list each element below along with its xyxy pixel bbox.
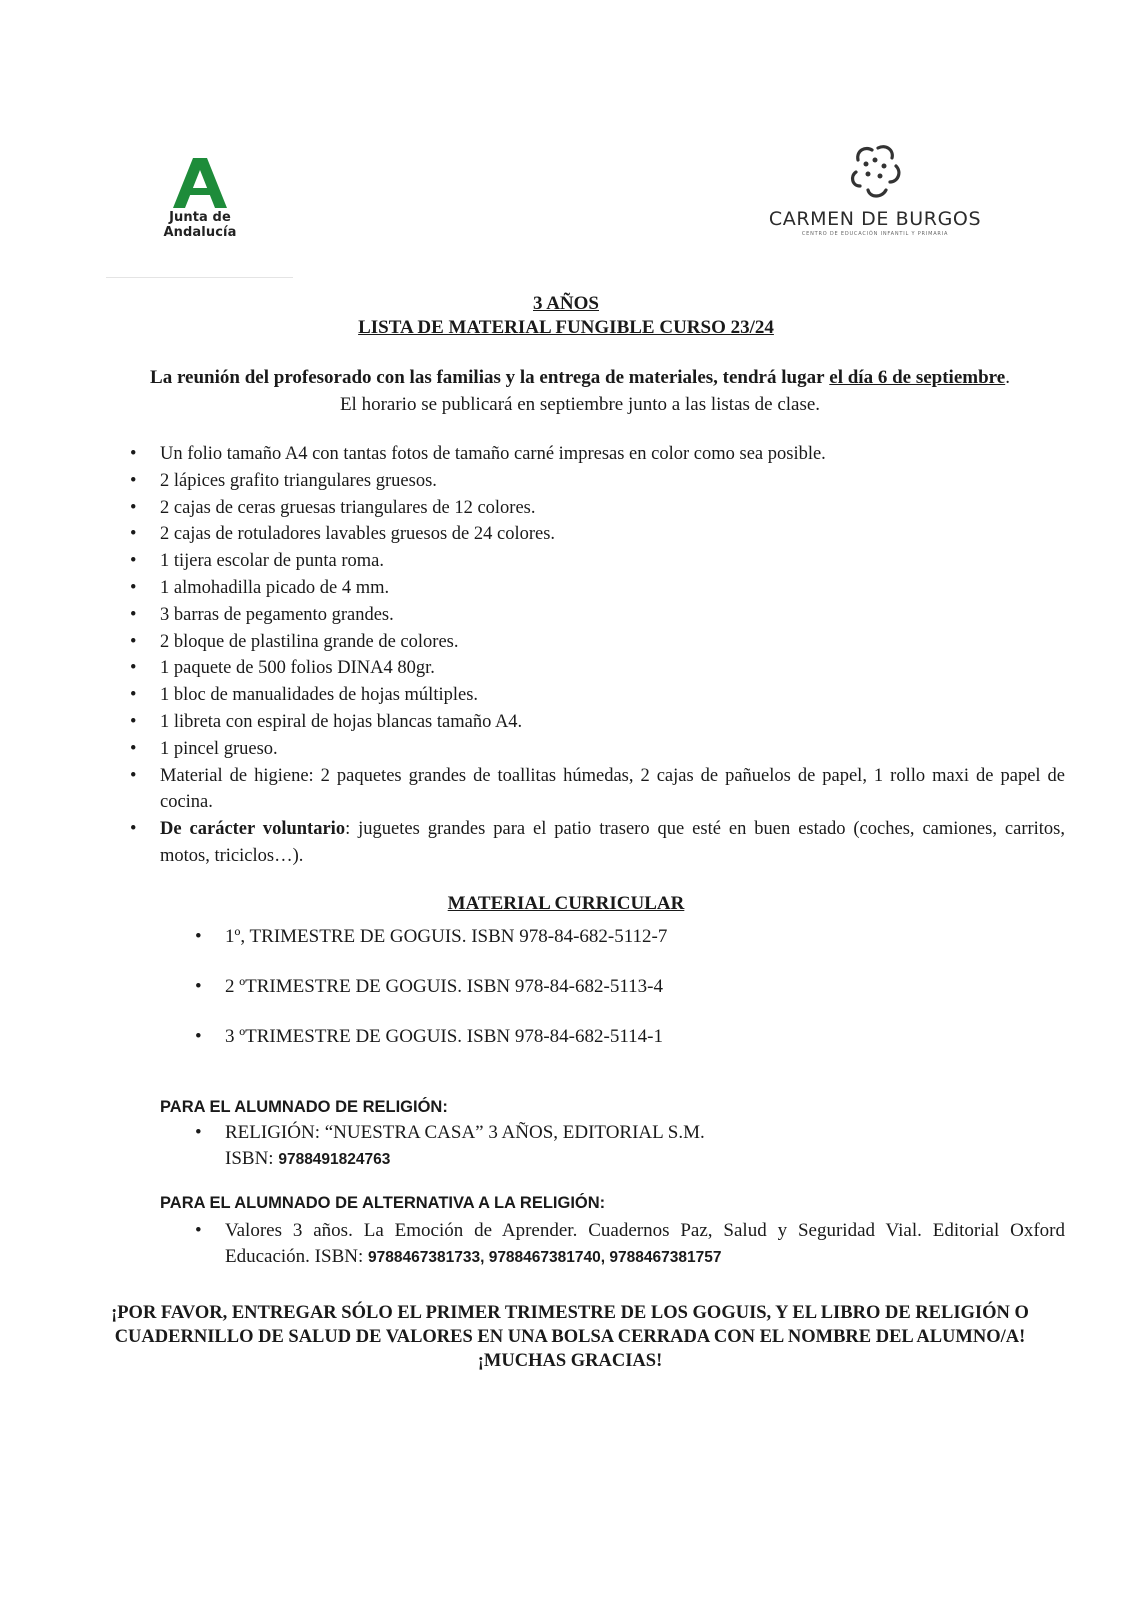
carmen-de-burgos-logo [760, 140, 990, 237]
list-item-voluntary [130, 816, 1065, 870]
intro-date: el día 6 de septiembre [829, 367, 1006, 388]
bullet-icon: • [130, 551, 137, 572]
bullet-icon: • [195, 1026, 202, 1047]
bullet-icon: • [130, 765, 137, 786]
bullet-icon: • [195, 1122, 202, 1143]
curricular-item: • 3 ºTRIMESTRE DE GOGUIS. ISBN 978-84-682-5114-1 [195, 1026, 663, 1047]
list-item: • 1 pincel grueso. [160, 736, 1065, 763]
intro-paragraph [140, 364, 1020, 418]
junta-logo-text: Junta de Andalucía [163, 210, 237, 240]
intro-text-bold: La reunión del profesorado con las familias y la entrega de materiales, tendrá lugar [150, 367, 825, 388]
list-item: • 1 libreta con espiral de hojas blancas tamaño A4. [160, 709, 1065, 736]
list-item: • 2 cajas de ceras gruesas triangulares de 12 colores. [160, 495, 1065, 522]
page-title-age: 3 AÑOS [533, 293, 599, 314]
bullet-icon: • [130, 631, 137, 652]
bullet-icon: • [130, 470, 137, 491]
list-item: • 1 almohadilla picado de 4 mm. [160, 575, 1065, 602]
junta-andalucia-logo [135, 158, 265, 240]
bullet-icon: • [195, 926, 202, 947]
bullet-icon: • [130, 658, 137, 679]
list-item: • 1 paquete de 500 folios DINA4 80gr. [160, 655, 1065, 682]
alternative-heading: PARA EL ALUMNADO DE ALTERNATIVA A LA RELIGIÓN: [160, 1194, 606, 1212]
curricular-title: MATERIAL CURRICULAR [447, 893, 685, 914]
religion-book: • RELIGIÓN: “NUESTRA CASA” 3 AÑOS, EDITORIAL S.M. ISBN: 9788491824763 [195, 1122, 705, 1169]
page-title-list: LISTA DE MATERIAL FUNGIBLE CURSO 23/24 [358, 317, 774, 338]
alternative-book: • Valores 3 años. La Emoción de Aprender. Cuadernos Paz, Salud y Seguridad Vial. Editorial Oxford Educación. ISBN: 9788467381733, 9788467381740, 9788467381757 [195, 1220, 1065, 1267]
intro-text-rest: . El horario se publicará en septiembre junto a las listas de clase. [339, 367, 1010, 415]
list-item: • Material de higiene: 2 paquetes grandes de toallitas húmedas, 2 cajas de pañuelos de papel, 1 rollo maxi de papel de cocina. [160, 763, 1065, 817]
religion-heading: PARA EL ALUMNADO DE RELIGIÓN: [160, 1098, 448, 1116]
school-emblem-icon [842, 140, 908, 204]
bullet-icon: • [195, 1220, 202, 1241]
list-item: • 3 barras de pegamento grandes. [160, 602, 1065, 629]
closing-note: ¡POR FAVOR, ENTREGAR SÓLO EL PRIMER TRIMESTRE DE LOS GOGUIS, Y EL LIBRO DE RELIGIÓN O CUADERNILLO DE SALUD DE VALORES EN UNA BOLSA CERRADA CON EL NOMBRE DEL ALUMNO/A! ¡MUCHAS GRACIAS! [111, 1303, 1029, 1371]
list-item: • 2 bloque de plastilina grande de colores. [160, 629, 1065, 656]
alternative-isbns: 9788467381733, 9788467381740, 9788467381757 [368, 1249, 722, 1266]
bullet-icon: • [130, 685, 137, 706]
list-item: • Un folio tamaño A4 con tantas fotos de tamaño carné impresas en color como sea posible. [160, 441, 1065, 468]
bullet-icon: • [130, 444, 137, 464]
bullet-icon: • [130, 497, 137, 518]
curricular-item: • 2 ºTRIMESTRE DE GOGUIS. ISBN 978-84-682-5113-4 [195, 976, 663, 997]
religion-isbn: 9788491824763 [278, 1151, 391, 1168]
list-item: • 1 tijera escolar de punta roma. [160, 548, 1065, 575]
bullet-icon: • [130, 819, 137, 840]
bullet-icon: • [195, 976, 202, 997]
bullet-icon: • [130, 524, 137, 545]
bullet-icon: • [130, 711, 137, 732]
materials-list [130, 441, 1065, 870]
bullet-icon: • [130, 577, 137, 598]
junta-a-icon [173, 158, 227, 208]
list-item: • 2 lápices grafito triangulares gruesos. [160, 468, 1065, 495]
voluntary-label: De carácter voluntario [160, 819, 346, 840]
divider [106, 277, 293, 278]
voluntary-text: : juguetes grandes para el patio trasero que esté en buen estado (coches, camiones, carritos, motos, triciclos…). [160, 819, 1065, 866]
curricular-item: • 1º, TRIMESTRE DE GOGUIS. ISBN 978-84-682-5112-7 [195, 926, 668, 947]
bullet-icon: • [130, 738, 137, 759]
list-item: • 2 cajas de rotuladores lavables gruesos de 24 colores. [160, 521, 1065, 548]
list-item: • 1 bloc de manualidades de hojas múltiples. [160, 682, 1065, 709]
school-name: CARMEN DE BURGOS [768, 208, 982, 230]
bullet-icon: • [130, 604, 137, 625]
school-subtitle: CENTRO DE EDUCACIÓN INFANTIL Y PRIMARIA [801, 231, 949, 237]
